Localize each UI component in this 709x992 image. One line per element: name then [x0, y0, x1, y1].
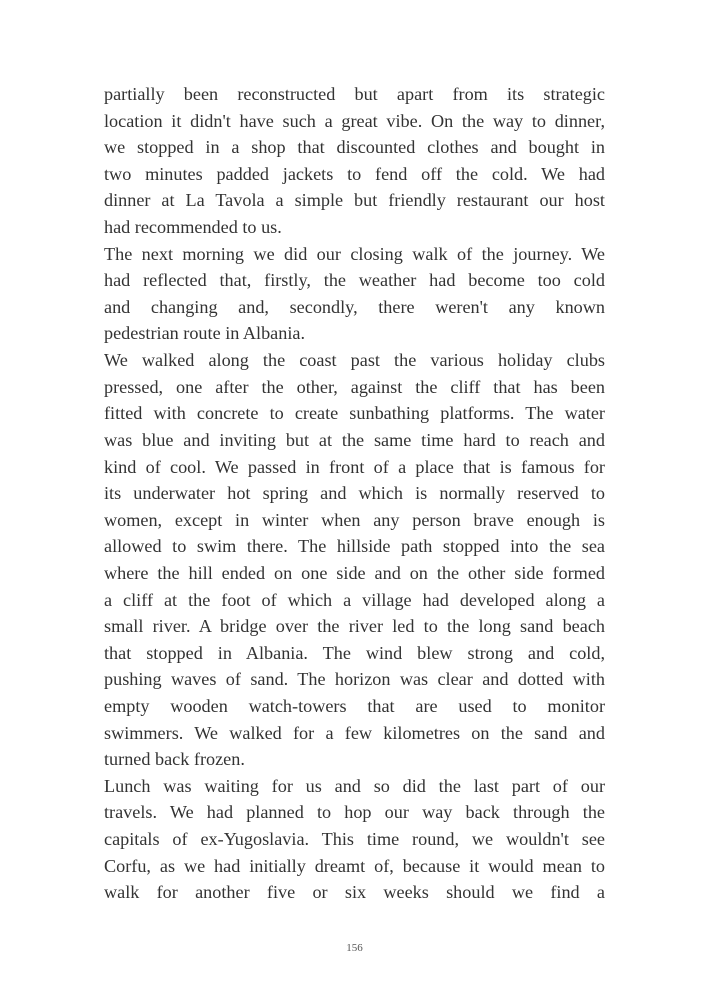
text-line: had recommended to us. — [104, 217, 282, 238]
body-text — [104, 81, 605, 906]
paragraph — [104, 347, 605, 773]
text-line: pedestrian route in Albania. — [104, 323, 306, 344]
text-line: pressed, one after the other, against the cliff that has been — [104, 376, 605, 397]
text-line: and changing and, secondly, there weren't any known — [104, 296, 605, 317]
text-line: partially been reconstructed but apart from its strategic — [104, 84, 605, 104]
paragraph — [104, 241, 605, 347]
text-line: small river. A bridge over the river led to the long sand beach — [104, 616, 605, 637]
text-line: women, except in winter when any person brave enough is — [104, 509, 605, 530]
text-line: fitted with concrete to create sunbathing platforms. The water — [104, 403, 605, 424]
text-line: pushing waves of sand. The horizon was clear and dotted with — [104, 669, 605, 690]
text-line: we stopped in a shop that discounted clothes and bought in — [104, 137, 605, 158]
text-line: a cliff at the foot of which a village had developed along a — [104, 589, 605, 610]
text-line: travels. We had planned to hop our way back through the — [104, 802, 605, 823]
text-line: We walked along the coast past the various holiday clubs — [104, 350, 605, 371]
text-line: dinner at La Tavola a simple but friendly restaurant our host — [104, 190, 605, 211]
text-line: was blue and inviting but at the same time hard to reach and — [104, 429, 605, 450]
text-line: allowed to swim there. The hillside path stopped into the sea — [104, 536, 605, 557]
text-line: empty wooden watch-towers that are used to monitor — [104, 696, 605, 717]
text-line: capitals of ex-Yugoslavia. This time round, we wouldn't see — [104, 829, 605, 850]
paragraph — [104, 81, 605, 241]
text-line: swimmers. We walked for a few kilometres on the sand and — [104, 722, 605, 743]
paragraph — [104, 773, 605, 906]
text-line: where the hill ended on one side and on the other side formed — [104, 562, 605, 583]
text-line: that stopped in Albania. The wind blew strong and cold, — [104, 642, 605, 663]
text-line: kind of cool. We passed in front of a place that is famous for — [104, 456, 605, 477]
text-line: its underwater hot spring and which is normally reserved to — [104, 483, 605, 504]
text-line: The next morning we did our closing walk of the journey. We — [104, 243, 605, 264]
text-line: turned back frozen. — [104, 749, 245, 770]
text-line: Lunch was waiting for us and so did the last part of our — [104, 775, 605, 796]
text-line: location it didn't have such a great vibe. On the way to dinner, — [104, 110, 605, 131]
text-line: had reflected that, firstly, the weather had become too cold — [104, 270, 605, 291]
page-number: 156 — [346, 942, 363, 954]
text-line: Corfu, as we had initially dreamt of, because it would mean to — [104, 855, 605, 876]
text-line: walk for another five or six weeks should we find a — [104, 882, 605, 903]
text-line: two minutes padded jackets to fend off the cold. We had — [104, 163, 605, 184]
